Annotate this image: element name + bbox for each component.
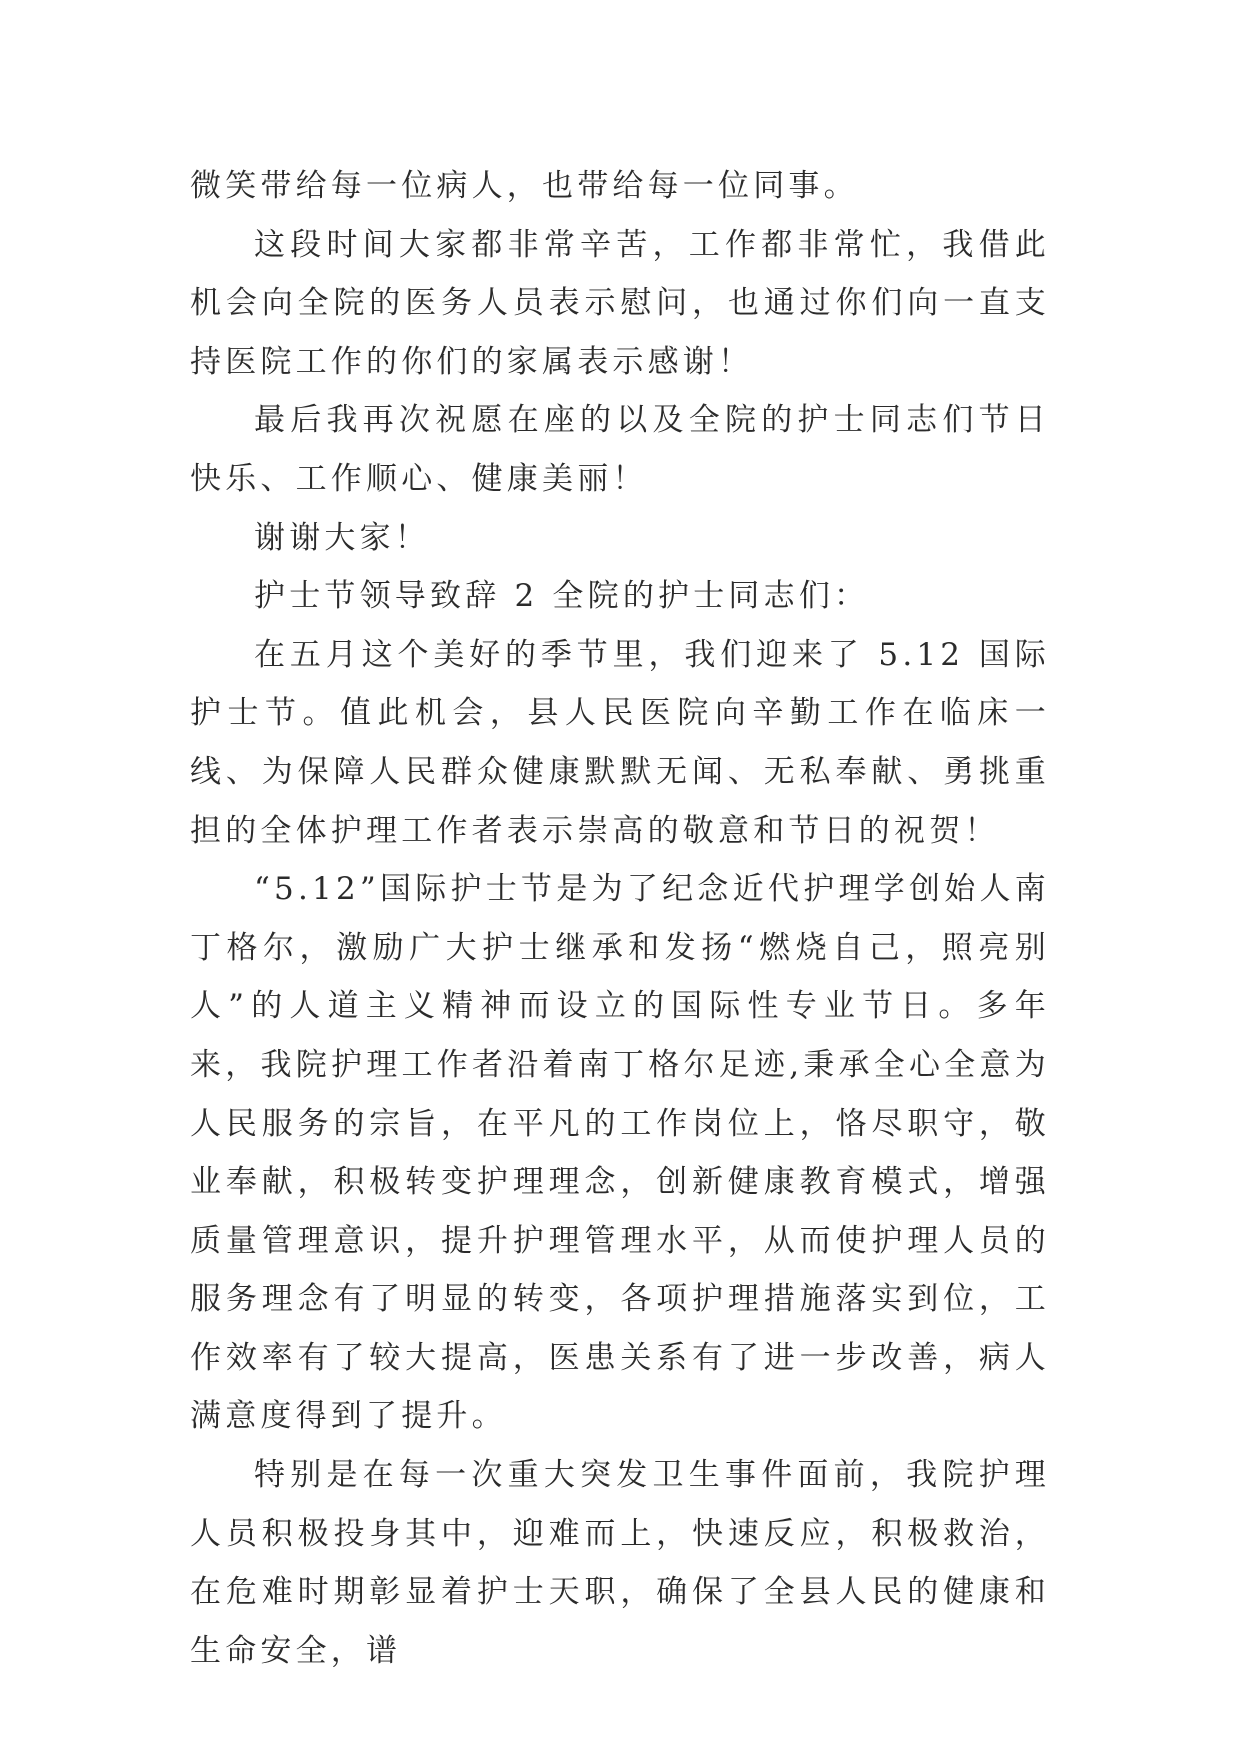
paragraph-4: 谢谢大家！ <box>254 519 430 556</box>
paragraph-7: “5.12”国际护士节是为了纪念近代护理学创始人南丁格尔，激励广大护士继承和发扬“燃烧自己，照亮别人”的人道主义精神而设立的国际性专业节日。多年来，我院护理工作者沿着南丁格尔足迹,秉承全心全意为人民服务的宗旨，在平凡的工作岗位上，恪尽职守，敬业奉献，积极转变护理理念，创新健康教育模式，增强质量管理意识，提升护理管理水平，从而使护理人员的服务理念有了明显的转变，各项护理措施落实到位，工作效率有了较大提高，医患关系有了进一步改善，病人满意度得到了提升。 <box>190 871 1050 1435</box>
paragraph-3: 最后我再次祝愿在座的以及全院的护士同志们节日快乐、工作顺心、健康美丽！ <box>190 402 1050 497</box>
paragraph-5: 护士节领导致辞 2 全院的护士同志们： <box>254 578 870 615</box>
document-body <box>190 157 1050 1680</box>
paragraph-2: 这段时间大家都非常辛苦，工作都非常忙，我借此机会向全院的医务人员表示慰问，也通过你们向一直支持医院工作的你们的家属表示感谢！ <box>190 226 1050 380</box>
paragraph-6: 在五月这个美好的季节里，我们迎来了 5.12 国际护士节。值此机会，县人民医院向辛勤工作在临床一线、为保障人民群众健康默默无闻、无私奉献、勇挑重担的全体护理工作者表示崇高的敬意和节日的祝贺！ <box>190 636 1050 849</box>
paragraph-1: 微笑带给每一位病人，也带给每一位同事。 <box>190 168 859 204</box>
paragraph-8: 特别是在每一次重大突发卫生事件面前，我院护理人员积极投身其中，迎难而上，快速反应，积极救治，在危难时期彰显着护士天职，确保了全县人民的健康和生命安全，谱 <box>190 1457 1050 1669</box>
